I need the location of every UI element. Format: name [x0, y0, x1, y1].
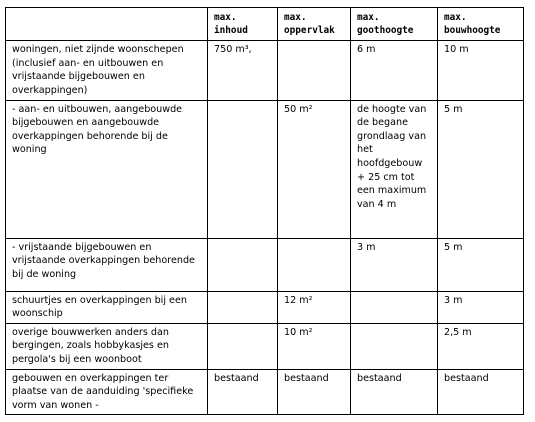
goothoogte-cell: de hoogte van de begane grondlaag van het hoofdgebouw + 25 cm tot een maximum van 4 m [351, 100, 438, 238]
header-cell-bouwhoogte: max. bouwhoogte [438, 8, 524, 41]
table-row [6, 41, 524, 100]
goothoogte-cell [351, 323, 438, 369]
bouwhoogte-cell: 5 m [438, 238, 524, 291]
oppervlak-cell: 10 m² [278, 323, 351, 369]
row-label-cell: woningen, niet zijnde woonschepen (inclusief aan- en uitbouwen en vrijstaande bijgebouwen en overkappingen) [6, 41, 208, 100]
inhoud-cell [208, 100, 278, 238]
oppervlak-cell: 50 m² [278, 100, 351, 238]
oppervlak-cell: 12 m² [278, 291, 351, 323]
bouwhoogte-cell: 3 m [438, 291, 524, 323]
row-label-cell: gebouwen en overkappingen ter plaatse van de aanduiding 'specifieke vorm van wonen - [6, 369, 208, 415]
inhoud-cell: 750 m³, [208, 41, 278, 100]
regulations-table [5, 7, 524, 415]
header-cell-empty [6, 8, 208, 41]
goothoogte-cell: 3 m [351, 238, 438, 291]
header-row [6, 8, 524, 41]
goothoogte-cell: bestaand [351, 369, 438, 415]
oppervlak-cell [278, 41, 351, 100]
inhoud-cell [208, 291, 278, 323]
oppervlak-cell [278, 238, 351, 291]
bouwhoogte-cell: 5 m [438, 100, 524, 238]
header-cell-goothoogte: max. goothoogte [351, 8, 438, 41]
table-row [6, 100, 524, 238]
bouwhoogte-cell: 2,5 m [438, 323, 524, 369]
goothoogte-cell: 6 m [351, 41, 438, 100]
row-label-cell: schuurtjes en overkappingen bij een woonschip [6, 291, 208, 323]
goothoogte-cell [351, 291, 438, 323]
bouwhoogte-cell: 10 m [438, 41, 524, 100]
row-label-cell: - aan- en uitbouwen, aangebouwde bijgebouwen en aangebouwde overkappingen behorende bij de woning [6, 100, 208, 238]
inhoud-cell [208, 238, 278, 291]
inhoud-cell [208, 323, 278, 369]
table-row [6, 323, 524, 369]
header-cell-inhoud: max. inhoud [208, 8, 278, 41]
inhoud-cell: bestaand [208, 369, 278, 415]
header-cell-oppervlak: max. oppervlak [278, 8, 351, 41]
row-label-cell: overige bouwwerken anders dan bergingen, zoals hobbykasjes en pergola's bij een woonboot [6, 323, 208, 369]
table-row [6, 291, 524, 323]
bouwhoogte-cell: bestaand [438, 369, 524, 415]
table-row [6, 369, 524, 415]
oppervlak-cell: bestaand [278, 369, 351, 415]
row-label-cell: - vrijstaande bijgebouwen en vrijstaande overkappingen behorende bij de woning [6, 238, 208, 291]
table-row [6, 238, 524, 291]
